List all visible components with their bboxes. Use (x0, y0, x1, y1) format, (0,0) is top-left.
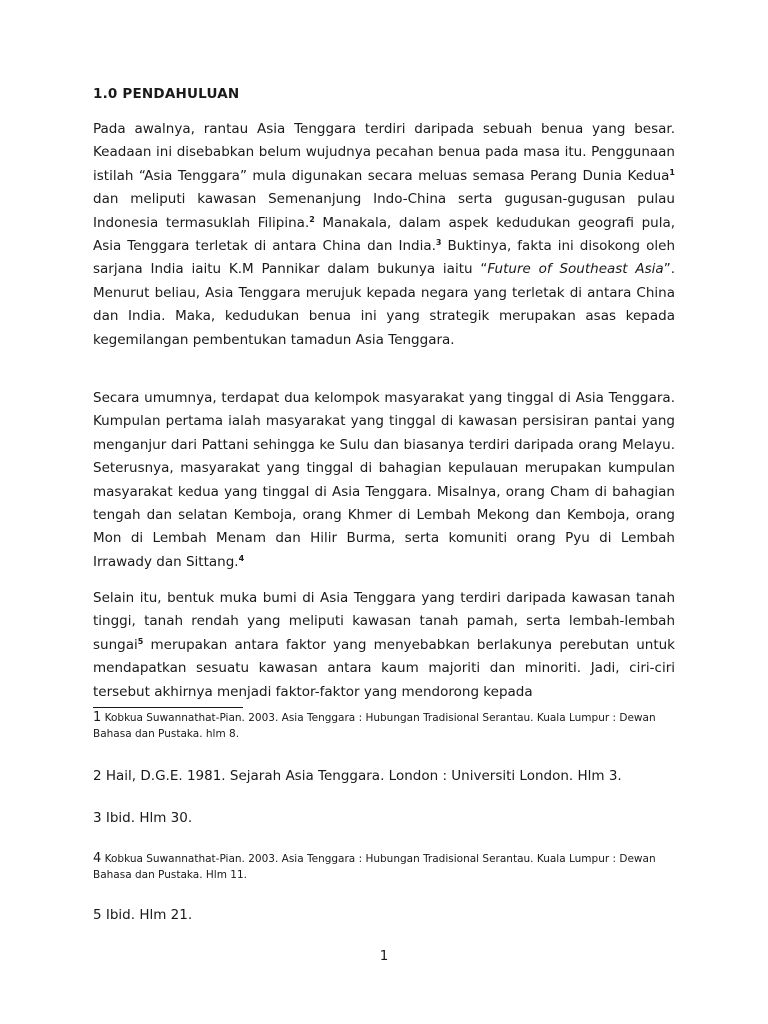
paragraph-text: Buktinya, fakta ini disokong oleh sarjana India iaitu K.M Pannikar dalam bukunya iaitu “ (93, 238, 675, 278)
footnote (93, 809, 693, 827)
page-number: 1 (379, 948, 389, 964)
footnote-reference[interactable]: 1 (669, 167, 675, 177)
book-title: Future of Southeast Asia (487, 261, 664, 278)
footnote-number: 4 (93, 851, 102, 866)
footnote-number: 3 (93, 810, 102, 826)
paragraph-text: Pada awalnya, rantau Asia Tenggara terdiri daripada sebuah benua yang besar. Keadaan ini disebabkan belum wujudnya pecahan benua pada masa itu. Penggunaan istilah “Asia Tenggara” mula digunakan secara meluas semasa Perang Dunia Kedua (93, 121, 675, 184)
footnote (93, 767, 693, 785)
footnote-text: Kobkua Suwannathat-Pian. 2003. Asia Tenggara : Hubungan Tradisional Serantau. Kuala Lumpur : Dewan Bahasa dan Pustaka. hlm 8. (93, 712, 656, 740)
footnote-separator (93, 707, 243, 708)
paragraph-text: Manakala, dalam aspek kedudukan geografi pula, Asia Tenggara terletak di antara China dan India. (93, 214, 675, 255)
footnote-reference[interactable]: 3 (435, 238, 442, 248)
footnote-reference[interactable]: 4 (238, 553, 245, 563)
paragraph-landforms (93, 587, 675, 703)
paragraph-text: ”. Menurut beliau, Asia Tenggara merujuk kepada negara yang terletak di antara China dan India. Maka, kedudukan benua ini yang strategik merupakan asas kepada kegemilangan pembentukan tamadun Asia Tenggara. (93, 261, 675, 348)
paragraph-introduction (93, 118, 675, 352)
footnote-text: Ibid. Hlm 30. (101, 810, 193, 826)
footnote (93, 851, 693, 883)
footnote (93, 710, 693, 742)
document-page (93, 0, 675, 1024)
paragraph-text: Secara umumnya, terdapat dua kelompok masyarakat yang tinggal di Asia Tenggara. Kumpulan pertama ialah masyarakat yang tinggal di kawasan persisiran pantai yang menganjur dari Pattani sehingga ke Sulu dan biasanya terdiri daripada orang Melayu. Seterusnya, masyarakat yang tinggal di bahagian kepulauan merupakan kumpulan masyarakat kedua yang tinggal di Asia Tenggara. Misalnya, orang Cham di bahagian tengah dan selatan Kemboja, orang Khmer di Lembah Mekong dan Kemboja, orang Mon di Lembah Menam dan Hilir Burma, serta komuniti orang Pyu di Lembah Irrawady dan Sittang. (93, 390, 675, 570)
paragraph-text: Selain itu, bentuk muka bumi di Asia Tenggara yang terdiri daripada kawasan tanah tinggi, tanah rendah yang meliputi kawasan tanah pamah, serta lembah-lembah sungai (93, 590, 675, 653)
footnote-text: Ibid. Hlm 21. (101, 907, 193, 923)
footnote-number: 5 (93, 907, 102, 923)
paragraph-text: dan meliputi kawasan Semenanjung Indo-China serta gugusan-gugusan pulau Indonesia termasuklah Filipina. (93, 191, 675, 231)
footnote (93, 906, 693, 924)
paragraph-communities (93, 387, 675, 574)
footnote-text: Kobkua Suwannathat-Pian. 2003. Asia Tenggara : Hubungan Tradisional Serantau. Kuala Lumpur : Dewan Bahasa dan Pustaka. Hlm 11. (93, 853, 656, 881)
footnote-text: Hail, D.G.E. 1981. Sejarah Asia Tenggara. London : Universiti London. Hlm 3. (101, 768, 622, 784)
footnote-number: 1 (93, 710, 102, 725)
footnote-reference[interactable]: 5 (137, 636, 144, 646)
section-heading: 1.0 PENDAHULUAN (93, 86, 240, 102)
body-text-area (93, 0, 675, 703)
paragraph-text: merupakan antara faktor yang menyebabkan berlakunya perebutan untuk mendapatkan sesuatu kawasan antara kaum majoriti dan minoriti. Jadi, ciri-ciri tersebut akhirnya menjadi faktor-faktor yang mendorong kepada (93, 636, 675, 700)
footnote-reference[interactable]: 2 (309, 214, 315, 224)
footnote-number: 2 (93, 768, 102, 784)
